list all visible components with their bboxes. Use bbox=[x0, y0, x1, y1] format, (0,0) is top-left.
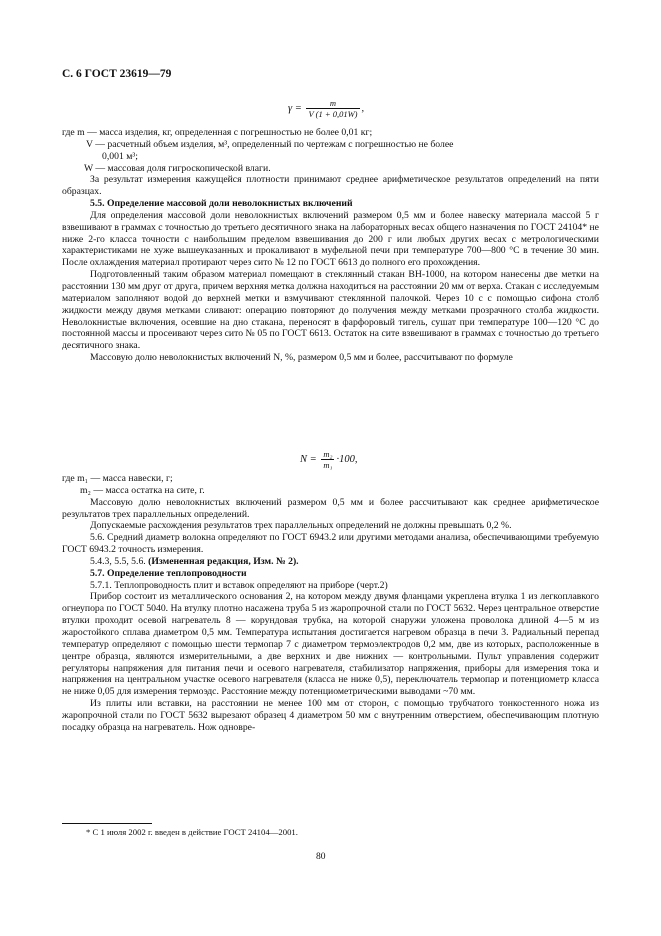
paragraph-5-5-c: Массовую долю неволокнистых включений N, %, размером 0,5 мм и более, рассчитывают по формуле bbox=[90, 352, 513, 364]
formula-density-numerator: m bbox=[306, 98, 359, 109]
body-text-lower bbox=[62, 473, 599, 734]
formula-density-denominator: V (1 + 0,01W) bbox=[308, 109, 358, 119]
where-v-cont: 0,001 м³; bbox=[102, 150, 138, 162]
formula-density-tail: , bbox=[361, 102, 365, 114]
heading-5-5: 5.5. Определение массовой доли неволокнистых включений bbox=[90, 198, 353, 210]
paragraph-5-7-1: 5.7.1. Теплопроводность плит и вставок определяют на приборе (черт.2) bbox=[90, 579, 388, 591]
formula-inclusions-lhs: N = bbox=[300, 453, 317, 465]
formula-inclusions-denominator: m₁ bbox=[323, 460, 333, 470]
paragraph-device: Прибор состоит из металлического основания 2, на котором между двумя фланцами укреплена втулка 1 из легкоплавкого огнеупора по ГОСТ 5040. На втулку плотно насажена труба 5 из жаропрочной стали по ГОСТ 5632. Через центральное отверстие втулки проходит осевой нагреватель 8 — корундовая трубка, на которой снаружи уложена проволока длиной 4—5 м из жаростойкого сплава диаметром 0,5 мм. Температура испытания достигается нагревом образца в печи 3. Радиальный перепад температур определяют с помощью шести термопар 7 с диаметром термоэлектродов 0,2 мм, две из которых, расположенные в центре образца, являются измерительными, а две верхних и две нижних — контрольными. Пульт управления содержит регуляторы напряжения для питания печи и осевого нагревателя, стабилизатор напряжения, приборы для измерения тока и напряжения на центральном участке осевого нагревателя (класса не ниже 0,5), переключатель термопар и потенциометр класса не ниже 0,05 для измерения термоэдс. Расстояние между потенциометрическими выводами ~70 мм. bbox=[62, 591, 599, 698]
paragraph-result: За результат измерения кажущейся плотности принимают среднее арифметическое результатов определений на пяти образцах. bbox=[62, 174, 599, 198]
page-number: 80 bbox=[316, 852, 326, 862]
footnote-divider bbox=[62, 823, 152, 824]
formula-inclusions bbox=[300, 449, 357, 470]
amendment-note: (Измененная редакция, Изм. № 2). bbox=[148, 555, 299, 567]
paragraph-5-5-a: Для определения массовой доли неволокнистых включений размером 0,5 мм и более навеску материала массой 5 г взвешивают в граммах с точностью до третьего десятичного знака на лабораторных весах общего назначения по ГОСТ 24104* не ниже 2-го класса точности с наибольшим пределом взвешивания до 200 г или любых других весах с метрологическими характеристиками не хуже вышеуказанных и прокаливают в муфельной печи при температуре 700—800 °С в течение 30 мин. После охлаждения материал протирают через сито № 12 по ГОСТ 6613 до полного его прохождения. bbox=[62, 209, 599, 269]
formula-inclusions-fraction bbox=[321, 449, 334, 470]
formula-inclusions-numerator: m₂ bbox=[323, 449, 333, 459]
amendment-ref: 5.4.3, 5.5, 5.6. bbox=[90, 555, 146, 567]
paragraph-5-6: 5.6. Средний диаметр волокна определяют по ГОСТ 6943.2 или другими методами анализа, обеспечивающими требуемую ГОСТ 6943.2 точность измерения. bbox=[62, 532, 599, 556]
where-m1: где m₁ — масса навески, г; bbox=[62, 473, 173, 484]
paragraph-5-5-b: Подготовленный таким образом материал помещают в стеклянный стакан ВН-1000, на котором нанесены две метки на расстоянии 130 мм друг от друга, причем верхняя метка должна находиться на расстоянии 20 мм от верха. Стакан с исследуемым материалом заполняют водой до верхней метки и взмучивают стеклянной палочкой. Через 10 с с помощью сифона столб жидкости между двумя метками сливают: операцию повторяют до получения между метками прозрачного столба жидкости. Неволокнистые включения, осевшие на дно стакана, переносят в фарфоровый тигель, сушат при температуре 100—120 °С до постоянной массы и просеивают через сито № 05 по ГОСТ 6613. Остаток на сите взвешивают в граммах с точностью до третьего десятичного знака. bbox=[62, 269, 599, 352]
formula-inclusions-tail: ·100, bbox=[336, 453, 358, 465]
where-m: где m — масса изделия, кг, определенная с погрешностью не более 0,01 кг; bbox=[62, 127, 373, 138]
footnote: * С 1 июля 2002 г. введен в действие ГОСТ 24104—2001. bbox=[86, 827, 298, 837]
paragraph-5-5-e: Допускаемые расхождения результатов трех параллельных определений не должны превышать 0,2 %. bbox=[90, 520, 512, 532]
paragraph-sample: Из плиты или вставки, на расстоянии не менее 100 мм от сторон, с помощью трубчатого тонкостенного ножа из жаропрочной стали по ГОСТ 5632 вырезают образец 4 диаметром 50 мм с внутренним отверстием, обеспечивающим плотную посадку образца на нагреватель. Нож одновре- bbox=[62, 698, 599, 733]
formula-density bbox=[288, 98, 364, 119]
where-w: W — массовая доля гигроскопической влаги. bbox=[84, 162, 271, 174]
paragraph-5-5-d: Массовую долю неволокнистых включений размером 0,5 мм и более рассчитывают как среднее арифметическое результатов трех параллельных определений. bbox=[62, 496, 599, 520]
heading-5-7: 5.7. Определение теплопроводности bbox=[90, 567, 247, 579]
where-m2: m₂ — масса остатка на сите, г. bbox=[80, 484, 205, 496]
body-text-upper bbox=[62, 127, 599, 364]
formula-density-lhs: γ = bbox=[288, 102, 302, 114]
formula-density-fraction bbox=[306, 98, 359, 119]
where-v: V — расчетный объем изделия, м³, определенный по чертежам с погрешностью не более bbox=[86, 138, 454, 150]
paragraph-amendment bbox=[62, 556, 599, 568]
page-header: С. 6 ГОСТ 23619—79 bbox=[62, 68, 172, 80]
